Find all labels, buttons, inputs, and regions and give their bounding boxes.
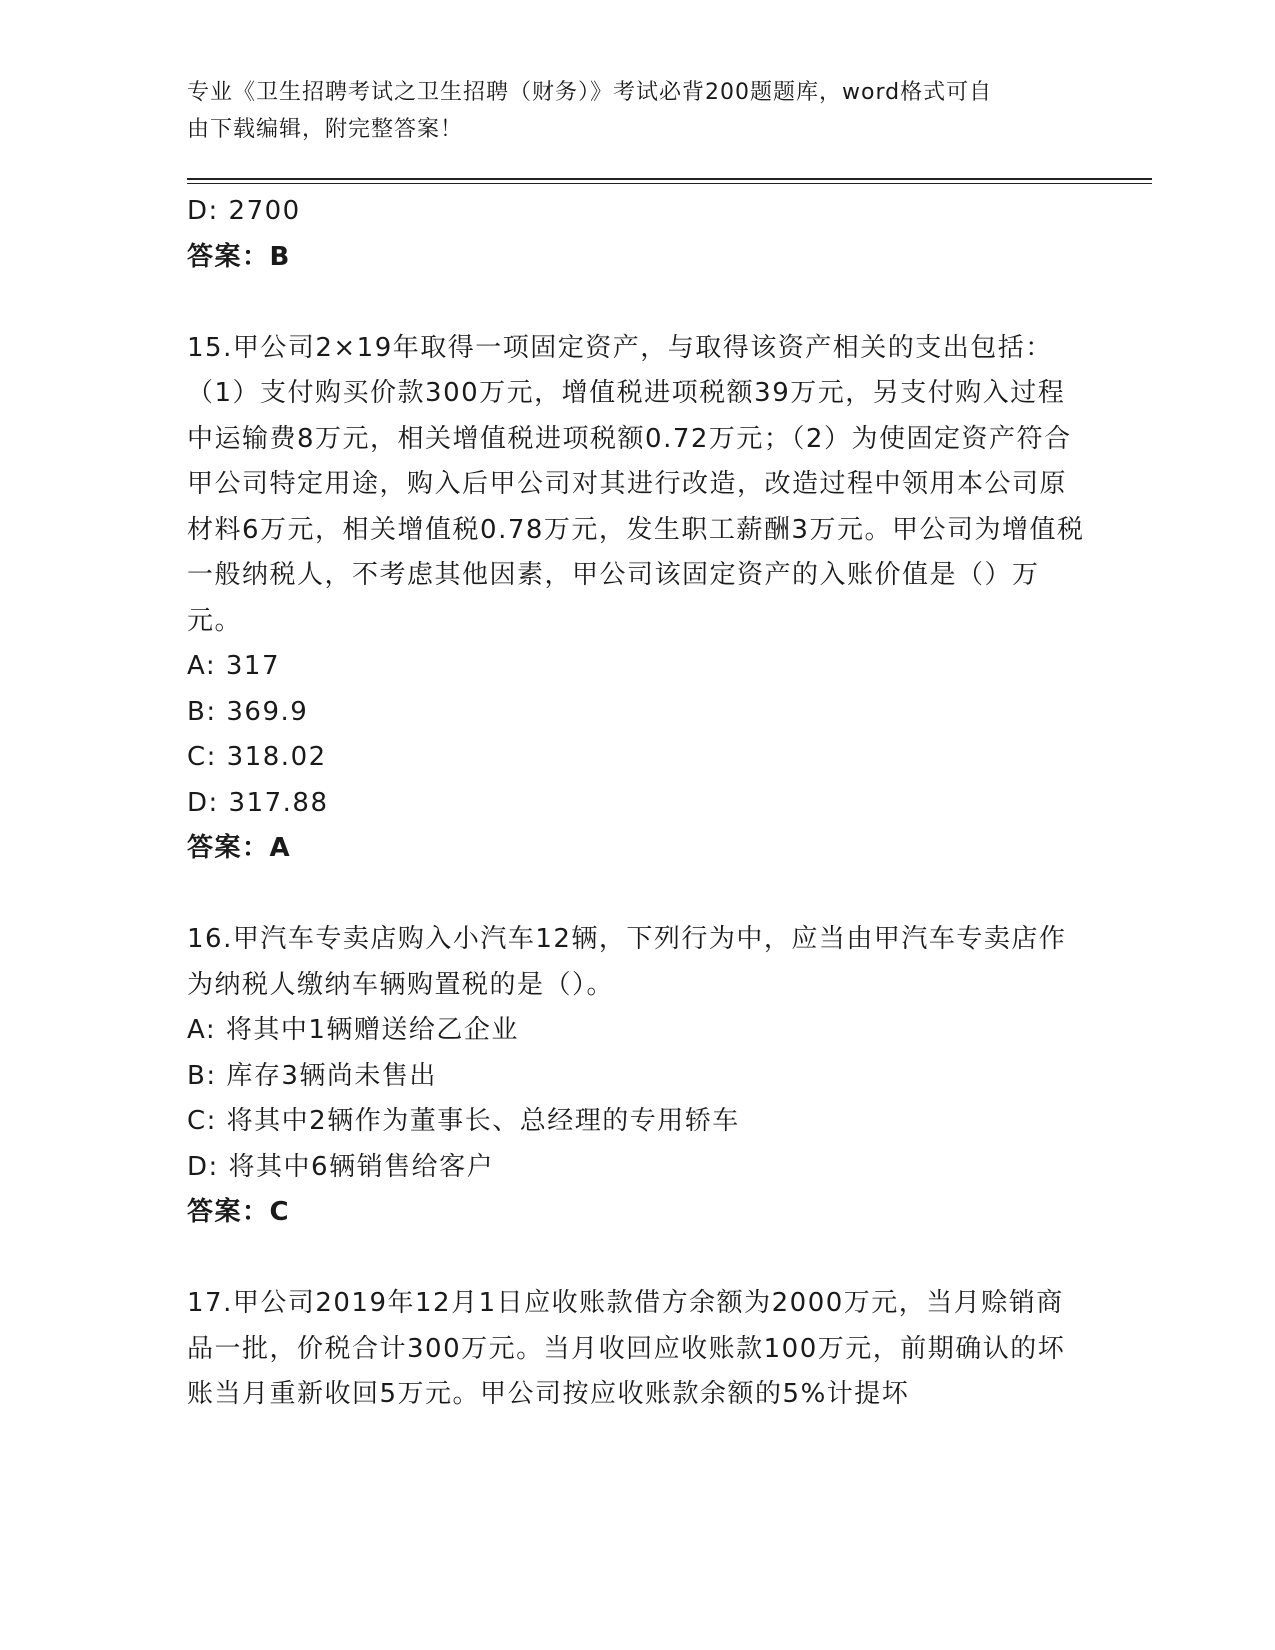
header-line-2: 由下载编辑，附完整答案！ <box>187 117 464 142</box>
spacer <box>187 280 1087 326</box>
q15-option-c: C: 318.02 <box>187 742 327 772</box>
q15-option-a: A: 317 <box>187 651 280 681</box>
q14-answer: 答案：B <box>187 241 291 272</box>
q16-stem: 16.甲汽车专卖店购入小汽车12辆，下列行为中，应当由甲汽车专卖店作为纳税人缴纳车辆购置税的是（）。 <box>187 924 1067 1000</box>
q15-option-d: D: 317.88 <box>187 787 329 818</box>
q14-option-d: D: 2700 <box>187 196 301 226</box>
header-divider-thick <box>187 178 1152 180</box>
q16-option-b: B: 库存3辆尚未售出 <box>187 1060 437 1091</box>
header-line-1: 专业《卫生招聘考试之卫生招聘（财务）》考试必背200题题库，word格式可自 <box>187 80 993 105</box>
document-header <box>187 74 1087 148</box>
question-content <box>187 189 1087 1418</box>
q16-answer: 答案：C <box>187 1197 291 1227</box>
q16-option-c: C: 将其中2辆作为董事长、总经理的专用轿车 <box>187 1106 740 1136</box>
q15-option-b: B: 369.9 <box>187 696 309 727</box>
q16-option-a: A: 将其中1辆赠送给乙企业 <box>187 1015 519 1045</box>
q15-answer: 答案：A <box>187 833 292 863</box>
header-divider-thin <box>187 183 1152 184</box>
spacer <box>187 1236 1087 1282</box>
q15-stem: 15.甲公司2×19年取得一项固定资产，与取得该资产相关的支出包括：（1）支付购买价款300万元，增值税进项税额39万元，另支付购入过程中运输费8万元，相关增值税进项税额0.72万元；（2）为使固定资产符合甲公司特定用途，购入后甲公司对其进行改造，改造过程中领用本公司原材料6万元，相关增值税0.78万元，发生职工薪酬3万元。甲公司为增值税一般纳税人，不考虑其他因素，甲公司该固定资产的入账价值是（）万元。 <box>187 332 1085 636</box>
q17-stem: 17.甲公司2019年12月1日应收账款借方余额为2000万元，当月赊销商品一批，价税合计300万元。当月收回应收账款100万元，前期确认的坏账当月重新收回5万元。甲公司按应收账款余额的5%计提坏 <box>187 1288 1066 1409</box>
q16-option-d: D: 将其中6辆销售给客户 <box>187 1151 495 1182</box>
spacer <box>187 872 1087 918</box>
